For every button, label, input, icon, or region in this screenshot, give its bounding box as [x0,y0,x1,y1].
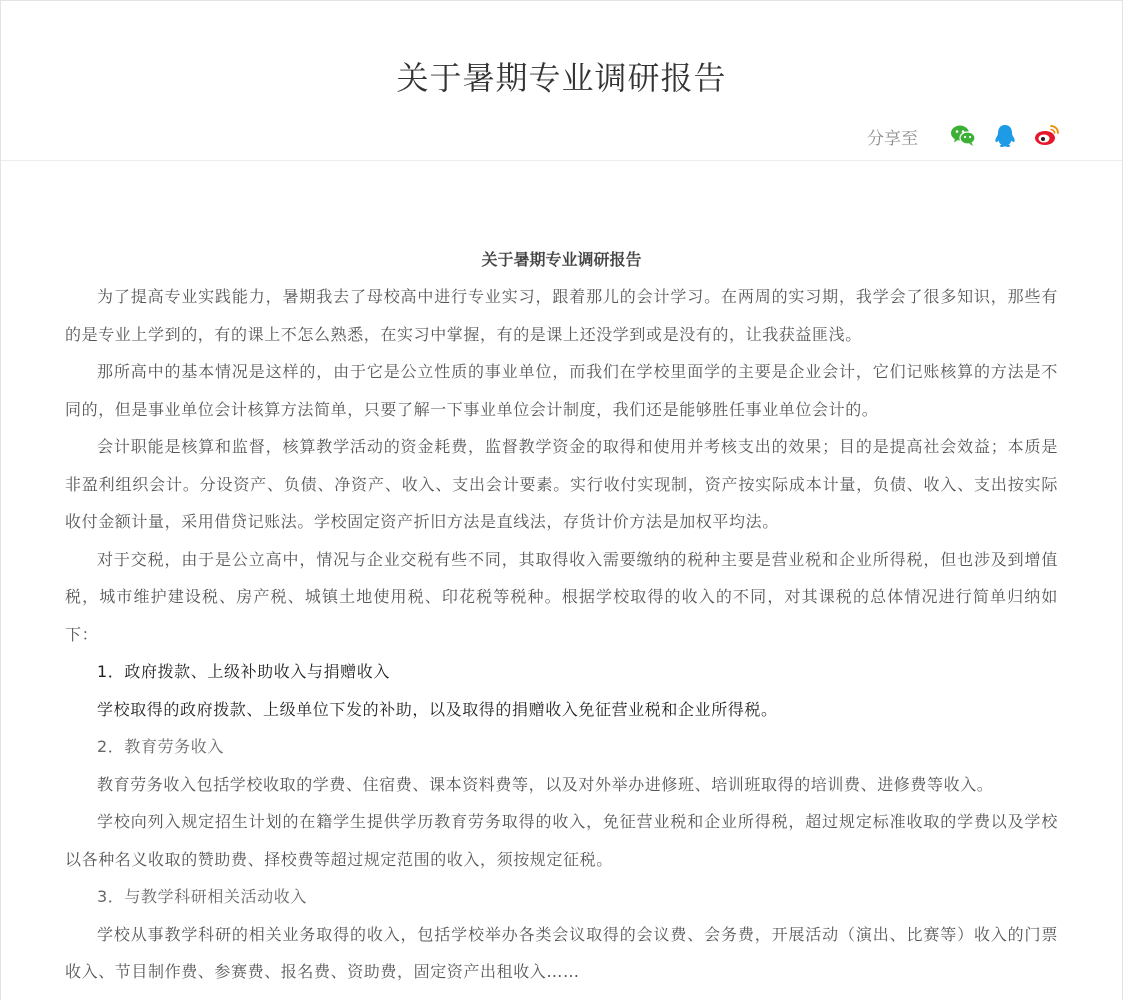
paragraph: 学校从事教学科研的相关业务取得的收入，包括学校举办各类会议取得的会议费、会务费，开展活动（演出、比赛等）收入的门票收入、节目制作费、参赛费、报名费、资助费，固定资产出租收入…… [65,924,1058,981]
paragraph: 学校取得的政府拨款、上级单位下发的补助，以及取得的捐赠收入免征营业税和企业所得税。 [97,699,778,719]
wechat-icon[interactable] [950,123,976,149]
weibo-icon[interactable] [1034,123,1060,149]
section-heading: 2．教育劳务收入 [97,737,224,756]
paragraph: 教育劳务收入包括学校收取的学费、住宿费、课本资料费等，以及对外举办进修班、培训班取得的培训费、进修费等收入。 [97,774,994,794]
section-heading: 1．政府拨款、上级补助收入与捐赠收入 [97,662,390,681]
paragraph: 会计职能是核算和监督，核算教学活动的资金耗费，监督教学资金的取得和使用并考核支出的效果；目的是提高社会效益；本质是非盈利组织会计。分设资产、负债、净资产、收入、支出会计要素。实行收付实现制，资产按实际成本计量，负债、收入、支出按实际收付金额计量，采用借贷记账法。学校固定资产折旧方法是直线法，存货计价方法是加权平均法。 [65,437,1058,531]
share-bar [867,123,1060,149]
paragraph: 为了提高专业实践能力，暑期我去了母校高中进行专业实习，跟着那儿的会计学习。在两周的实习期，我学会了很多知识，那些有的是专业上学到的，有的课上不怎么熟悉，在实习中掌握，有的是课上还没学到或是没有的，让我获益匪浅。 [65,287,1058,344]
paragraph: 学校向列入规定招生计划的在籍学生提供学历教育劳务取得的收入，免征营业税和企业所得税，超过规定标准收取的学费以及学校以各种名义收取的赞助费、择校费等超过规定范围的收入，须按规定征税。 [65,812,1058,869]
article-content [1,161,1122,991]
section-heading: 3．与教学科研相关活动收入 [97,887,307,906]
qq-icon[interactable] [992,123,1018,149]
paragraph: 对于交税，由于是公立高中，情况与企业交税有些不同，其取得收入需要缴纳的税种主要是营业税和企业所得税，但也涉及到增值税，城市维护建设税、房产税、城镇土地使用税、印花税等税种。根据学校取得的收入的不同，对其课税的总体情况进行简单归纳如下： [65,549,1058,644]
article-header [1,1,1122,161]
page-title: 关于暑期专业调研报告 [396,59,727,97]
share-label: 分享至 [867,128,918,149]
paragraph: 那所高中的基本情况是这样的，由于它是公立性质的事业单位，而我们在学校里面学的主要是企业会计，它们记账核算的方法是不同的，但是事业单位会计核算方法简单，只要了解一下事业单位会计制度，我们还是能够胜任事业单位会计的。 [65,362,1058,419]
article-title: 关于暑期专业调研报告 [481,250,642,269]
